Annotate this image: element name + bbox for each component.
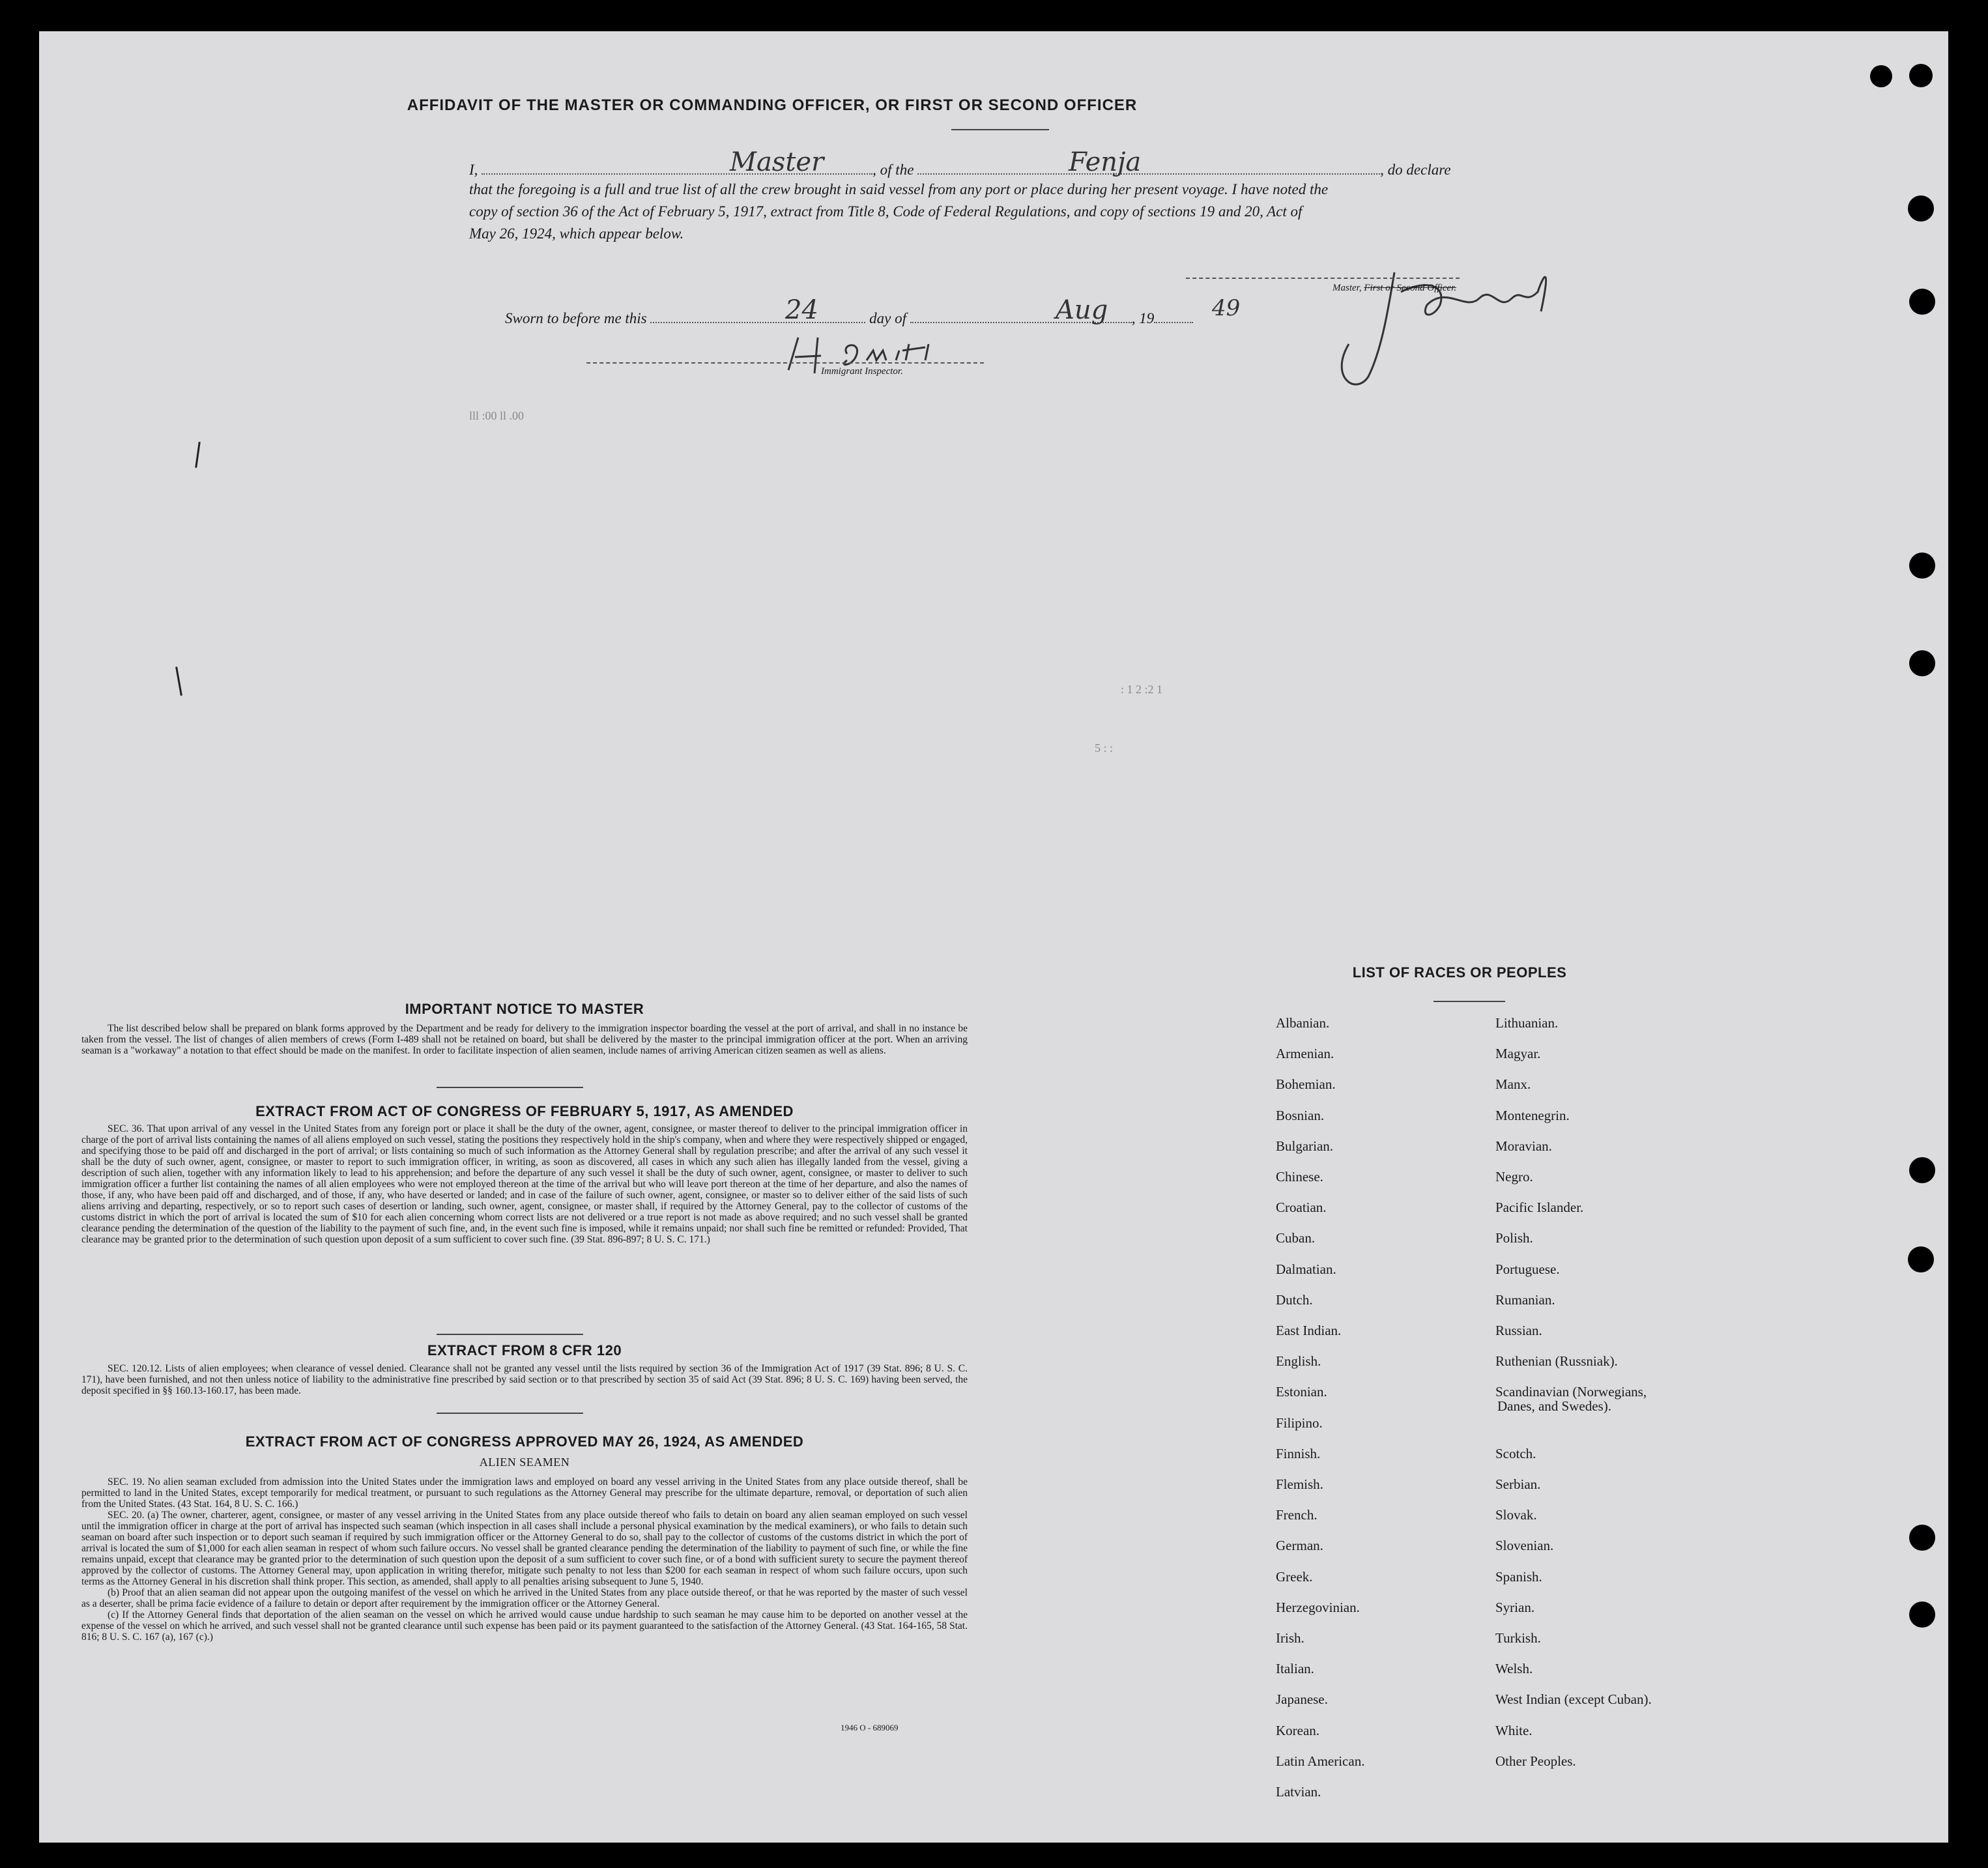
punch-hole-2 <box>1909 64 1933 87</box>
race-item: Dutch. <box>1276 1291 1313 1308</box>
race-item: Croatian. <box>1276 1200 1327 1216</box>
filled-year: 49 <box>1212 295 1241 321</box>
races-heading: LIST OF RACES OR PEOPLES <box>1352 964 1567 981</box>
race-item: Bulgarian. <box>1276 1138 1334 1154</box>
divider <box>437 1413 583 1414</box>
race-item: Other Peoples. <box>1495 1753 1576 1769</box>
year-field[interactable] <box>1154 308 1193 323</box>
extract-1917-heading: EXTRACT FROM ACT OF CONGRESS OF FEBRUARY 5, 1917, AS AMENDED <box>255 1103 794 1119</box>
race-item: Ruthenian (Russniak). <box>1495 1353 1618 1370</box>
inspector-label: Immigrant Inspector. <box>821 366 903 377</box>
affidavit-title: AFFIDAVIT OF THE MASTER OR COMMANDING OFFICER, OR FIRST OR SECOND OFFICER <box>407 96 1138 114</box>
race-item: Welsh. <box>1495 1661 1533 1677</box>
race-item: Irish. <box>1276 1630 1304 1646</box>
race-item: Estonian. <box>1276 1384 1327 1400</box>
race-item: Finnish. <box>1276 1445 1321 1461</box>
race-item: Japanese. <box>1276 1691 1328 1708</box>
affidavit-line-4: May 26, 1924, which appear below. <box>469 225 684 242</box>
punch-hole-7 <box>1909 1157 1935 1183</box>
race-item: Chinese. <box>1276 1169 1323 1185</box>
print-code: 1946 O - 689069 <box>841 1723 899 1732</box>
punch-hole-10 <box>1909 1602 1935 1628</box>
affidavit-line-2: that the foregoing is a full and true list of all the crew brought in said vessel from any port or place during her present voyage. I have noted the <box>469 181 1329 197</box>
divider <box>437 1334 583 1335</box>
punch-hole-6 <box>1909 650 1935 676</box>
race-item: Scotch. <box>1495 1445 1536 1461</box>
race-item: Herzegovinian. <box>1276 1599 1360 1615</box>
punch-hole-3 <box>1908 195 1934 222</box>
master-label: Master, First or Second Officer. <box>1333 283 1456 293</box>
punch-hole-9 <box>1909 1525 1935 1551</box>
race-item: Italian. <box>1276 1661 1314 1677</box>
race-item: Portuguese. <box>1495 1261 1560 1277</box>
faint-mark: lll :00 ll .00 <box>469 409 525 422</box>
vessel-field[interactable] <box>917 159 1380 175</box>
inspector-line <box>586 362 984 364</box>
race-item: German. <box>1276 1538 1323 1554</box>
punch-hole-5 <box>1909 553 1935 579</box>
title-rule <box>951 129 1049 130</box>
notice-heading: IMPORTANT NOTICE TO MASTER <box>405 1001 644 1017</box>
punch-hole-4 <box>1909 289 1935 315</box>
race-item: French. <box>1276 1507 1318 1523</box>
alien-seamen-subheading: ALIEN SEAMEN <box>479 1456 570 1469</box>
race-item: Serbian. <box>1495 1476 1541 1492</box>
race-item: Montenegrin. <box>1495 1107 1570 1123</box>
filled-vessel: Fenja <box>1069 147 1142 177</box>
race-item: Flemish. <box>1276 1476 1323 1492</box>
race-item: Polish. <box>1495 1230 1533 1246</box>
race-item: Turkish. <box>1495 1630 1541 1646</box>
race-item: White. <box>1495 1722 1533 1738</box>
race-item: Armenian. <box>1276 1046 1334 1062</box>
notice-text: The list described below shall be prepared on blank forms approved by the Department and be ready for delivery to the immigration inspector boarding the vessel at the port of arrival, and shall in no instance be taken from the vessel. The list of changes of alien members of crews (Form I-489 shall not be retained on board, but shall be delivered by the master to the principal immigration officer at the port. When an arriving seaman is a "workaway" a notation to that effect should be made on the manifest. In order to facilitate inspection of alien seamen, include names of arriving American citizen seamen as well as aliens. <box>81 1023 968 1056</box>
race-item: Magyar. <box>1495 1046 1541 1062</box>
race-item: Korean. <box>1276 1722 1320 1738</box>
race-item: Moravian. <box>1495 1138 1552 1154</box>
extract-cfr-heading: EXTRACT FROM 8 CFR 120 <box>427 1342 622 1358</box>
race-item: Bosnian. <box>1276 1107 1325 1123</box>
race-item: Danes, and Swedes). <box>1497 1398 1611 1415</box>
race-item: Latin American. <box>1276 1753 1365 1769</box>
sworn-line: Sworn to before me this day of , 19 <box>505 308 1193 327</box>
race-item: Filipino. <box>1276 1415 1323 1431</box>
divider <box>437 1087 583 1088</box>
master-signature <box>1277 246 1590 390</box>
stray-mark <box>175 667 182 696</box>
race-item: Manx. <box>1495 1076 1531 1093</box>
filled-month: Aug <box>1056 295 1108 325</box>
race-item: Negro. <box>1495 1169 1533 1185</box>
race-item: Greek. <box>1276 1568 1313 1585</box>
race-item: English. <box>1276 1353 1321 1370</box>
faint-mark: 5 : : <box>1095 741 1114 754</box>
race-item: Lithuanian. <box>1495 1015 1559 1031</box>
race-item: Pacific Islander. <box>1495 1200 1584 1216</box>
stray-mark <box>195 442 201 468</box>
filled-day: 24 <box>785 295 818 325</box>
race-item: Spanish. <box>1495 1568 1542 1585</box>
extract-cfr-text: SEC. 120.12. Lists of alien employees; when clearance of vessel denied. Clearance shall not be granted any vessel until the lists required by section 36 of the Immigration Act of 1917 (39 Stat. 896; 8 U. S. C. 171), have been furnished, and not then unless notice of liability to the administrative fine prescribed by said section or to that prescribed by section 35 of said Act (39 Stat. 896; 8 U. S. C. 169) having been served, the deposit specified in §§ 160.13-160.17, has been made. <box>81 1363 968 1396</box>
divider <box>1433 1001 1505 1002</box>
extract-1924-heading: EXTRACT FROM ACT OF CONGRESS APPROVED MAY 26, 1924, AS AMENDED <box>245 1433 804 1450</box>
punch-hole-8 <box>1908 1246 1934 1272</box>
document-page <box>39 31 1948 1843</box>
extract-1917-text: SEC. 36. That upon arrival of any vessel in the United States from any foreign port or place it shall be the duty of the owner, agent, consignee, or master thereof to deliver to the principal immigration officer in charge of the port of arrival lists containing the names of all aliens employed on such vessel, stating the positions they respectively hold in the ship's company, when and where they were respectively shipped or engaged, and specifying those to be paid off and discharged in the port of arrival; or lists containing so much of such information as the Attorney General shall by regulation prescribe; and after the arrival of any such vessel it shall be the duty of such owner, agent, consignee, or master to report to such immigration officer, in writing, as soon as discovered, all cases in which any such alien has illegally landed from the vessel, giving a description of such alien, together with any information likely to lead to his apprehension; and before the departure of any such vessel it shall be the duty of such owner, agent, consignee, or master to deliver to such immigration officer a further list containing the names of all alien employees who were not employed thereon at the time of the arrival but who will leave port thereon at the time of her departure, and also the names of those, if any, who have been paid off and discharged, and of those, if any, who have deserted or landed; and in case of the failure of such owner, agent, consignee, or master so to deliver either of the said lists of such aliens arriving and departing, respectively, or so to report such cases of desertion or landing, such owner, agent, consignee, or master shall, if required by the Attorney General, pay to the collector of customs of the customs district in which the port of arrival is located the sum of $10 for each alien concerning whom correct lists are not delivered or a true report is not made as above required; and no such vessel shall be granted clearance pending the determination of the question of the liability to the payment of such fine, and, in the event such fine is imposed, while it remains unpaid; nor shall such fine be remitted or refunded: Provided, That clearance may be granted prior to the determination of such question upon deposit of a sum sufficient to cover such fine. (39 Stat. 896-897; 8 U. S. C. 171.) <box>81 1123 968 1245</box>
race-item: Latvian. <box>1276 1784 1321 1800</box>
race-item: Bohemian. <box>1276 1076 1336 1093</box>
signature-line <box>1186 278 1460 279</box>
faint-mark: : 1 2 :2 1 <box>1121 683 1163 696</box>
race-item: East Indian. <box>1276 1323 1342 1338</box>
day-field[interactable] <box>650 308 865 323</box>
race-item: Russian. <box>1495 1323 1542 1338</box>
race-item: Slovenian. <box>1495 1538 1554 1554</box>
race-item: Slovak. <box>1495 1507 1537 1523</box>
race-item: Rumanian. <box>1495 1291 1555 1308</box>
affidavit-line-1: I, , of the , do declare <box>469 159 1451 179</box>
race-item: Syrian. <box>1495 1599 1535 1615</box>
race-item: Albanian. <box>1276 1015 1330 1031</box>
affidavit-line-3: copy of section 36 of the Act of February 5, 1917, extract from Title 8, Code of Federal Regulations, and copy of sections 19 and 20, Act of <box>469 203 1303 220</box>
extract-1924-text: SEC. 19. No alien seaman excluded from admission into the United States under the immigration laws and employed on board any vessel arriving in the United States from any place outside thereof, shall be permitted to land in the United States, except temporarily for medical treatment, or pursuant to such regulations as the Attorney General may prescribe for the ultimate departure, removal, or deportation of such alien from the United States. (43 Stat. 164, 8 U. S. C. 166.) SEC. 20. (a) The owner, charterer, agent, consignee, or master of any vessel arriving in the United States from any place outside thereof who fails to detain on board any alien seaman employed on such vessel until the immigration officer in charge at the port of arrival has inspected such seaman (which inspection in all cases shall include a personal physical examination by the medical examiners), or who fails to detain such seaman on board after such inspection or to deport such seaman if required by such immigration officer or the Attorney General to do so, shall pay to the collector of customs of the customs district in which the port of arrival is located the sum of $1,000 for each alien seaman in respect of whom such failure occurs. No vessel shall be granted clearance pending the determination of the liability to payment of such fine, or while the fine remains unpaid, except that clearance may be granted prior to the determination of such question upon the deposit of a sum sufficient to cover such fine, or of a bond with sufficient surety to secure the payment thereof approved by the collector of customs. The Attorney General may, upon application in writing therefor, mitigate such penalty to not less than $200 for each seaman in respect of whom such failure occurs, upon such terms as the Attorney General in his discretion shall think proper. This section, as amended, shall apply to all penalties arising subsequent to June 5, 1940. (b) Proof that an alien seaman did not appear upon the outgoing manifest of the vessel on which he arrived in the United States from any place outside thereof, or that he was reported by the master of such vessel as a deserter, shall be prima facie evidence of a failure to detain or deport after requirement by the immigration officer or the Attorney General. (c) If the Attorney General finds that deportation of the alien seaman on the vessel on which he arrived would cause undue hardship to such seaman he may cause him to be deported on another vessel at the expense of the vessel on which he arrived, and such vessel shall not be granted clearance until such expense has been paid or its payment guaranteed to the satisfaction of the Attorney General. (43 Stat. 164-165, 58 Stat. 816; 8 U. S. C. 167 (a), 167 (c).) <box>81 1476 968 1643</box>
filled-rank: Master <box>730 147 824 177</box>
race-item: Cuban. <box>1276 1230 1316 1246</box>
race-item: West Indian (except Cuban). <box>1495 1691 1652 1708</box>
race-item: Scandinavian (Norwegians, <box>1495 1384 1647 1400</box>
race-item: Dalmatian. <box>1276 1261 1336 1277</box>
punch-hole-1 <box>1870 65 1892 87</box>
